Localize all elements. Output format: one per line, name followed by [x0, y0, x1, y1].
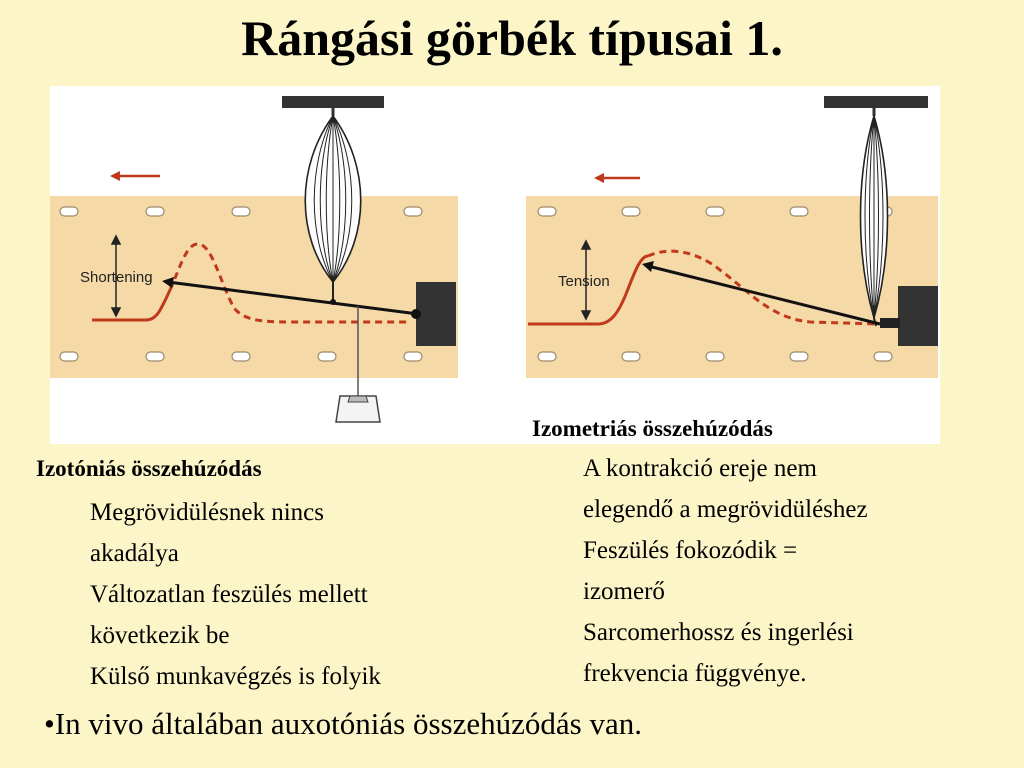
- recording-tape-left: [50, 196, 458, 378]
- isotonic-panel: [50, 96, 458, 422]
- footer-bullet: •In vivo általában auxotóniás összehúzódás van.: [44, 706, 642, 741]
- isotonic-line-5: Külső munkavégzés is folyik: [90, 663, 381, 690]
- isometric-line-6: frekvencia függvénye.: [583, 660, 807, 687]
- isometric-line-3: Feszülés fokozódik =: [583, 537, 798, 564]
- twitch-diagram: [50, 86, 940, 444]
- isometric-line-2: elegendő a megrövidüléshez: [583, 496, 868, 523]
- slide-title: Rángási görbék típusai 1.: [241, 10, 783, 66]
- isometric-heading: Izometriás összehúzódás: [532, 416, 773, 441]
- isometric-line-1: A kontrakció ereje nem: [583, 455, 817, 482]
- tape-direction-arrow-left: [110, 171, 160, 181]
- recorder-box-left: [416, 282, 456, 346]
- isotonic-line-1: Megrövidülésnek nincs: [90, 499, 324, 526]
- recorder-box-right: [898, 286, 938, 346]
- isotonic-heading: Izotóniás összehúzódás: [36, 456, 262, 481]
- isotonic-line-3: Változatlan feszülés mellett: [90, 581, 368, 608]
- isotonic-line-4: következik be: [90, 622, 230, 649]
- shortening-label: Shortening: [80, 269, 153, 286]
- tape-direction-arrow-right: [594, 173, 640, 183]
- twitch-curve-figure: [50, 86, 940, 444]
- tension-label: Tension: [558, 273, 610, 290]
- isotonic-line-2: akadálya: [90, 540, 179, 567]
- ceiling-clamp-right: [824, 96, 928, 108]
- isometric-panel: [526, 96, 938, 378]
- ceiling-clamp-left: [282, 96, 384, 108]
- isometric-line-4: izomerő: [583, 578, 665, 605]
- isometric-line-5: Sarcomerhossz és ingerlési: [583, 619, 854, 646]
